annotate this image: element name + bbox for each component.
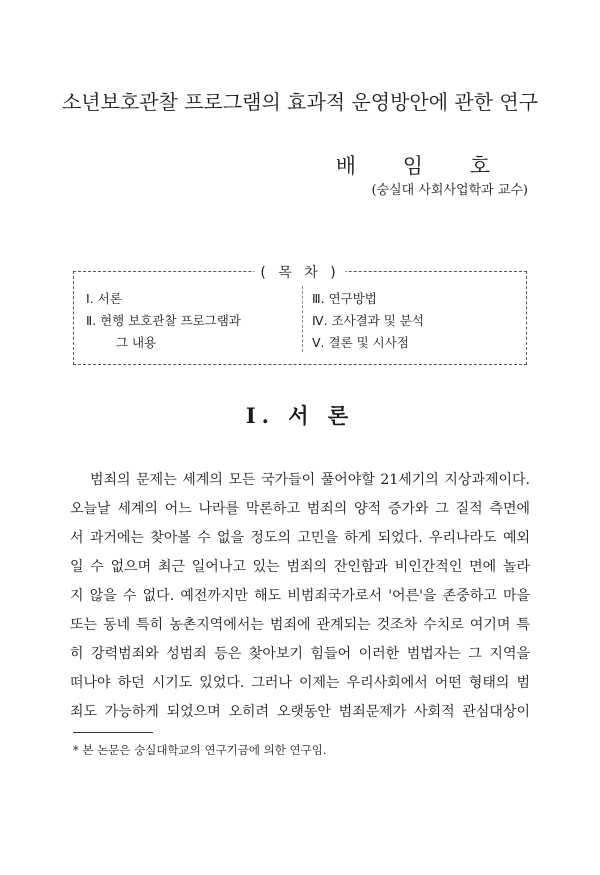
toc-item-1: Ⅰ. 서론: [86, 291, 122, 306]
toc-label: ( 목 차 ): [254, 262, 345, 282]
footnote: * 본 논문은 숭실대학교의 연구기금에 의한 연구임.: [73, 743, 327, 757]
body-line: 일 수 없으며 최근 일어나고 있는 범죄의 잔인함과 비인간적인 면에 놀라: [70, 559, 530, 575]
toc-item-4: Ⅳ. 조사결과 및 분석: [312, 313, 424, 328]
body-line: 히 강력범죄와 성범죄 등은 찾아보기 힘들어 이러한 범법자는 그 지역을: [70, 646, 530, 662]
toc-item-2-continued: 그 내용: [116, 335, 157, 350]
body-line: 죄도 가능하게 되었으며 오히려 오랫동안 범죄문제가 사회적 관심대상이: [70, 704, 530, 720]
toc-item-2: Ⅱ. 현행 보호관찰 프로그램과: [86, 313, 241, 328]
section-heading: Ⅰ. 서 론: [245, 403, 355, 428]
toc-item-3: Ⅲ. 연구방법: [312, 291, 377, 306]
body-line: 범죄의 문제는 세계의 모든 국가들이 풀어야할 21세기의 지상과제이다.: [90, 472, 530, 488]
body-line: 지 않을 수 없다. 예전까지만 해도 비범죄국가로서 '어른'을 존중하고 마을: [70, 588, 530, 604]
author-affiliation: (숭실대 사회사업학과 교수): [371, 183, 528, 198]
table-of-contents: [73, 265, 527, 365]
body-paragraph: [70, 466, 530, 727]
toc-left-column: [86, 288, 241, 354]
toc-divider: [302, 286, 303, 352]
author-name: 배 임 호: [335, 154, 510, 178]
paper-title: 소년보호관찰 프로그램의 효과적 운영방안에 관한 연구: [61, 90, 539, 114]
body-line: 서 과거에는 찾아볼 수 없을 정도의 고민을 하게 되었다. 우리나라도 예외: [70, 530, 530, 546]
body-line: 떠나야 하던 시기도 있었다. 그러나 이제는 우리사회에서 어떤 형태의 범: [70, 675, 530, 691]
footnote-rule: [73, 732, 153, 733]
body-line: 또는 동네 특히 농촌지역에서는 범죄에 관계되는 것조차 수치로 여기며 특: [70, 617, 530, 633]
body-line: 오늘날 세계의 어느 나라를 막론하고 범죄의 양적 증가와 그 질적 측면에: [70, 501, 530, 517]
toc-item-5: Ⅴ. 결론 및 시사점: [312, 335, 409, 350]
toc-right-column: [312, 288, 424, 354]
